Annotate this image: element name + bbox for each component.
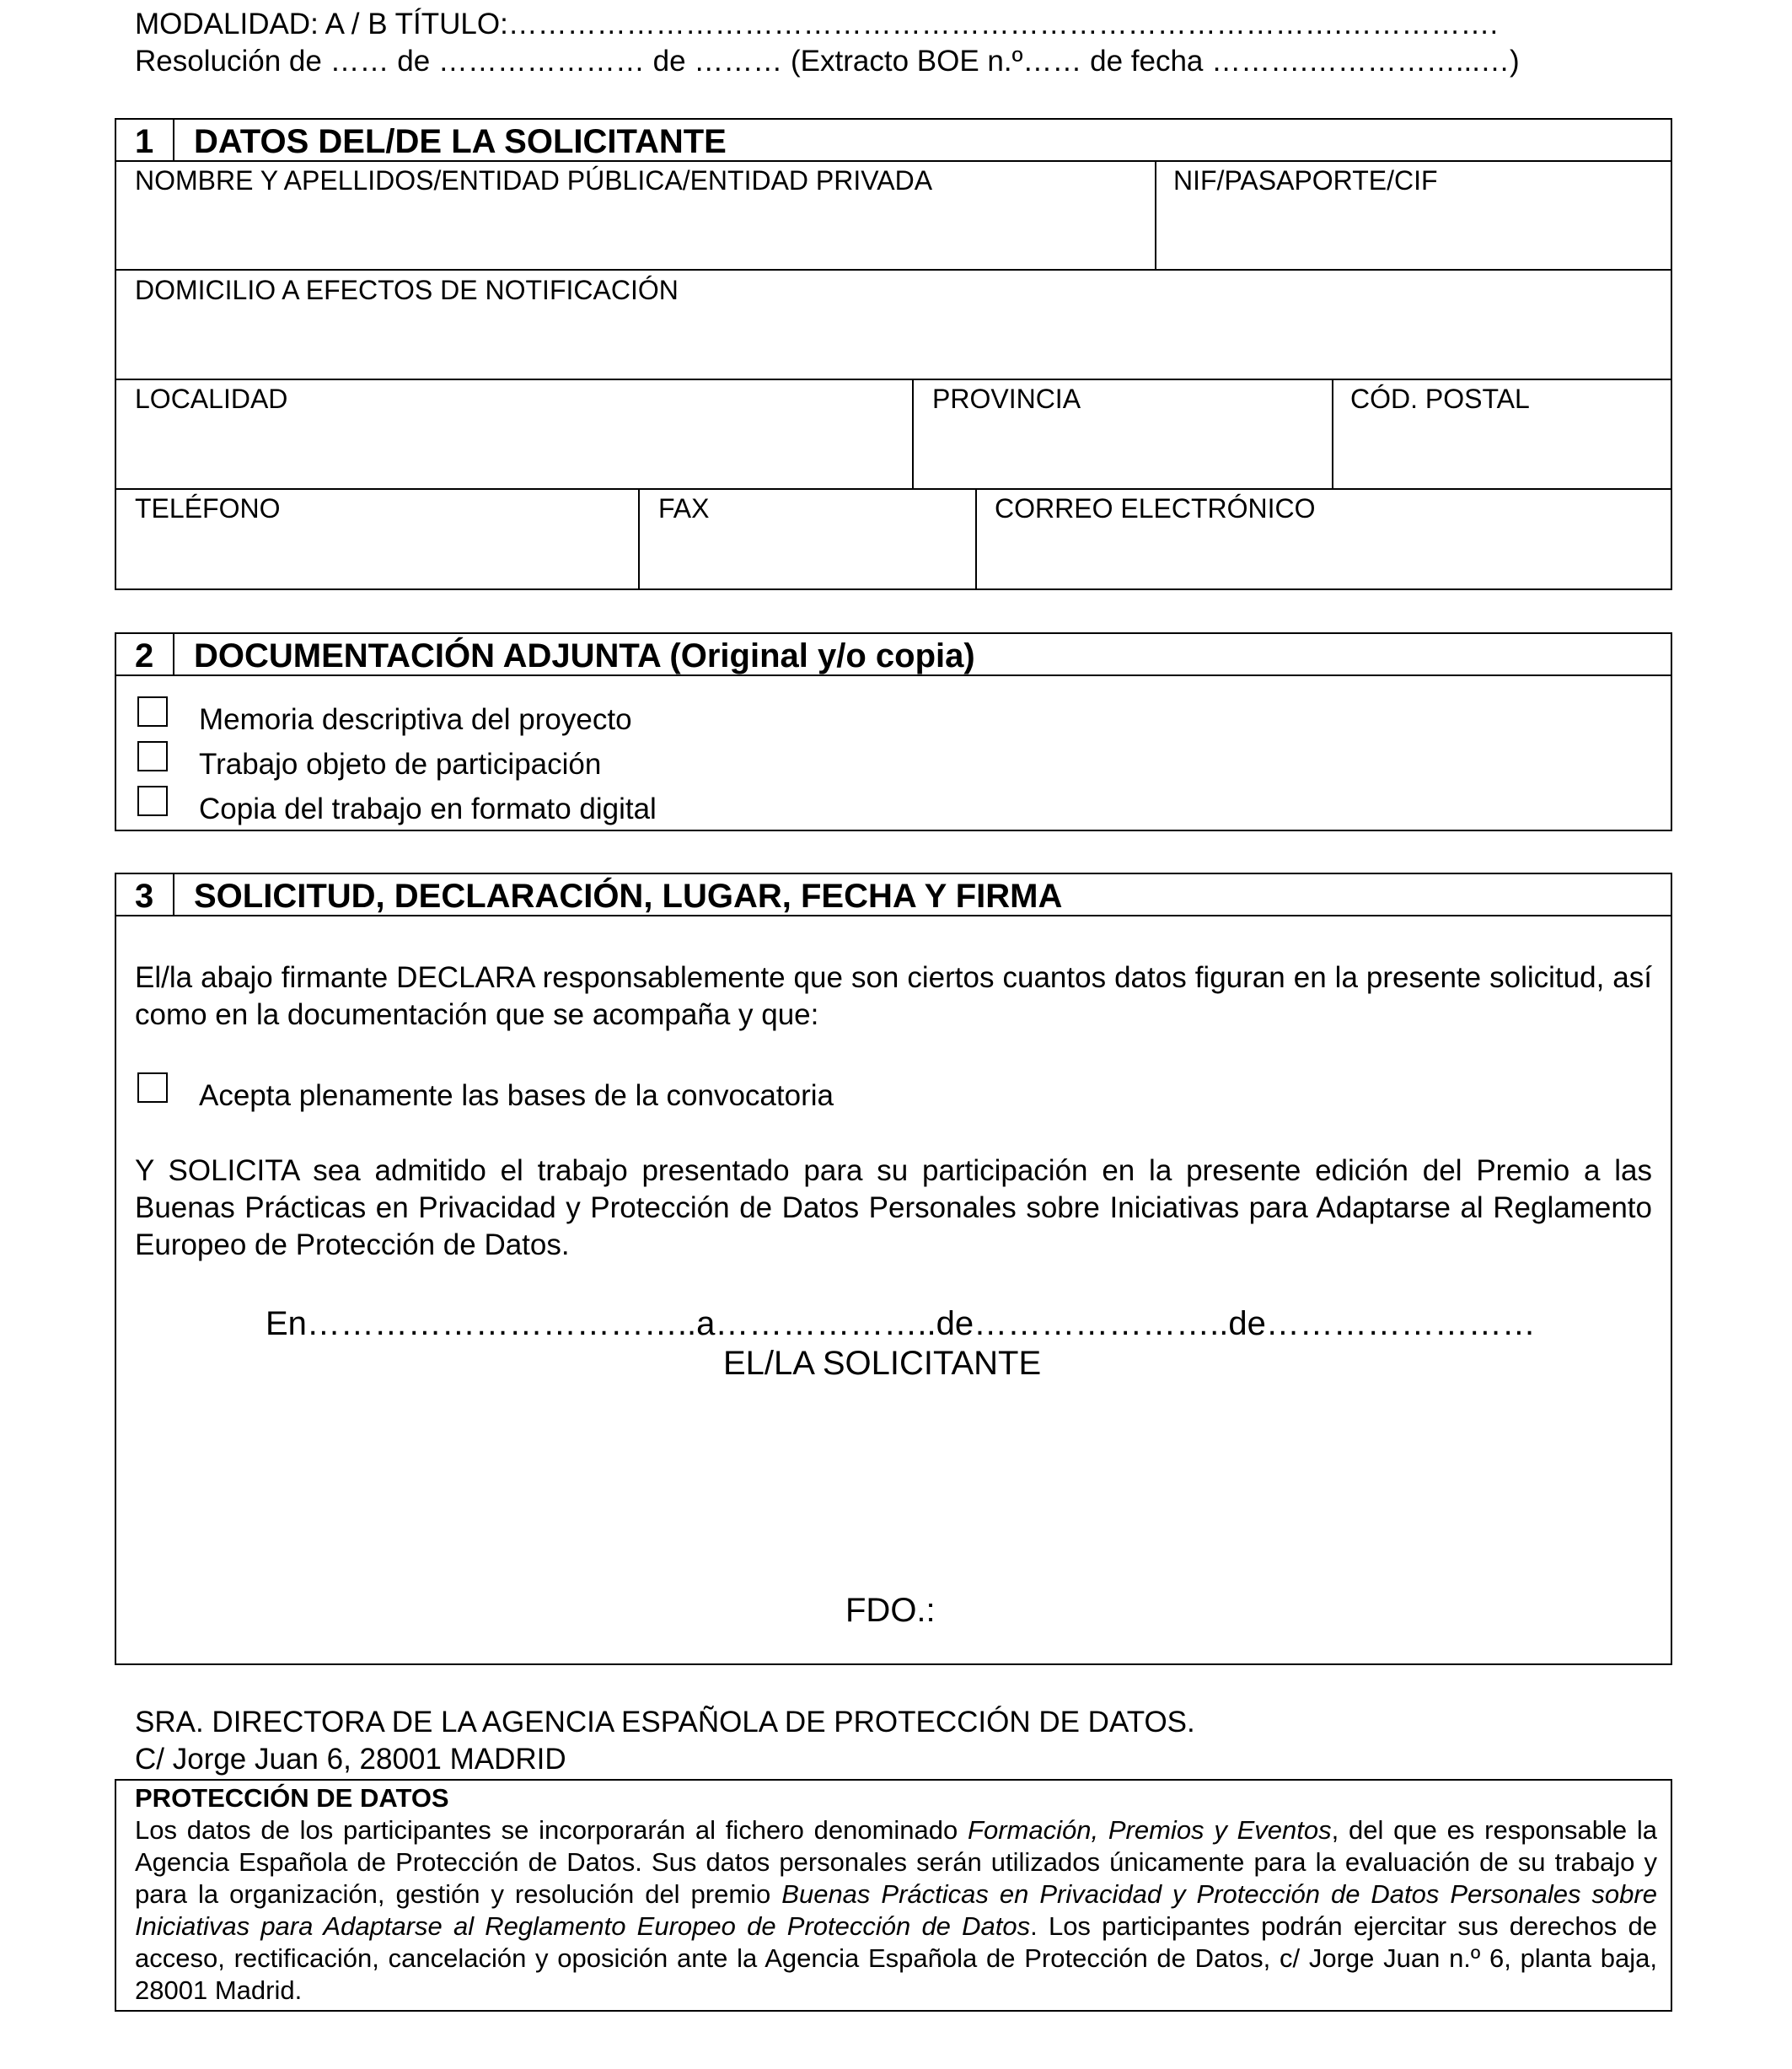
section-2-title: DOCUMENTACIÓN ADJUNTA (Original y/o copia) <box>194 637 975 674</box>
localidad-field[interactable] <box>118 415 909 486</box>
provincia-field-label: PROVINCIA <box>932 384 1081 414</box>
copia-digital-checkbox-label: Copia del trabajo en formato digital <box>199 793 657 825</box>
section-3-number: 3 <box>135 878 154 915</box>
copia-digital-checkbox[interactable] <box>137 786 168 816</box>
domicilio-field[interactable] <box>118 305 1669 376</box>
section-3-num-divider <box>173 873 174 916</box>
telefono-field[interactable] <box>118 524 635 587</box>
section-2-header-divider <box>115 674 1672 676</box>
row3-bottom <box>115 488 1672 490</box>
addressee-line-1: SRA. DIRECTORA DE LA AGENCIA ESPAÑOLA DE PROTECCIÓN DE DATOS. <box>135 1706 1195 1738</box>
request-text: Y SOLICITA sea admitido el trabajo presentado para su participación en la presente edición del Premio a las Buenas Prácticas en Privacidad y Protección de Datos Personales sobre Iniciativas para Adaptarse al Reglamento Europeo de Protección de Datos. <box>135 1154 1652 1261</box>
fax-field-label: FAX <box>658 493 710 524</box>
memoria-checkbox[interactable] <box>137 696 168 727</box>
nif-field[interactable] <box>1158 196 1669 266</box>
provincia-field[interactable] <box>915 415 1328 486</box>
cod-postal-field[interactable] <box>1335 415 1669 486</box>
section-1-number: 1 <box>135 123 154 160</box>
place-date-line: En……………………………..a………………..de…………………..de…………………… <box>266 1305 1536 1342</box>
dp-file-name: Formación, Premios y Eventos <box>968 1815 1332 1845</box>
data-protection-title: PROTECCIÓN DE DATOS <box>135 1783 449 1813</box>
nombre-field[interactable] <box>118 196 1153 266</box>
trabajo-checkbox[interactable] <box>137 741 168 771</box>
dp-text-1: Los datos de los participantes se incorporarán al fichero denominado <box>135 1815 968 1845</box>
row3-divider-a <box>912 379 914 488</box>
dp-text-3: . Los participantes podrán ejercitar sus derechos de acceso, rectificación, cancelación y oposición ante la Agencia Española de Protección de Datos, c/ Jorge Juan n.º 6, planta baja, 28001 Madrid. <box>135 1911 1657 2005</box>
row4-divider-a <box>638 488 640 590</box>
nif-field-label: NIF/PASAPORTE/CIF <box>1173 165 1438 196</box>
section-1-num-divider <box>173 118 174 162</box>
section-2-number: 2 <box>135 637 154 674</box>
row1-bottom <box>115 269 1672 271</box>
domicilio-field-label: DOMICILIO A EFECTOS DE NOTIFICACIÓN <box>135 275 679 305</box>
row2-bottom <box>115 379 1672 380</box>
cod-postal-field-label: CÓD. POSTAL <box>1350 384 1530 414</box>
correo-field-label: CORREO ELECTRÓNICO <box>995 493 1316 524</box>
section-3-title: SOLICITUD, DECLARACIÓN, LUGAR, FECHA Y FIRMA <box>194 878 1063 915</box>
resolucion-line: Resolución de …… de ………………… de ……… (Extracto BOE n.º…… de fecha ……….……………...…) <box>135 45 1520 78</box>
accept-bases-checkbox[interactable] <box>137 1072 168 1103</box>
addressee-line-2: C/ Jorge Juan 6, 28001 MADRID <box>135 1743 566 1776</box>
section-1-header-divider <box>115 160 1672 162</box>
section-2-num-divider <box>173 632 174 676</box>
fax-field[interactable] <box>641 524 972 587</box>
row3-divider-b <box>1332 379 1333 488</box>
signature-fdo: FDO.: <box>845 1592 936 1629</box>
section-1-title: DATOS DEL/DE LA SOLICITANTE <box>194 123 727 160</box>
row1-divider <box>1155 160 1156 270</box>
section-3-header-divider <box>115 915 1672 916</box>
data-protection-text <box>135 1814 1657 2007</box>
dp-text-2: , del que es responsable la Agencia Española de Protección de Datos. Sus datos personales serán utilizados únicamente para la evaluación de su trabajo y para la organización, gestión y resolución del premio <box>135 1815 1657 1909</box>
declaration-text: El/la abajo firmante DECLARA responsablemente que son ciertos cuantos datos figuran en la presente solicitud, así como en la documentación que se acompaña y que: <box>135 961 1652 1031</box>
trabajo-checkbox-label: Trabajo objeto de participación <box>199 748 602 781</box>
modalidad-title-line: MODALIDAD: A / B TÍTULO:………………………………………………………………………….……………. <box>135 8 1499 40</box>
signer-label: EL/LA SOLICITANTE <box>723 1345 1042 1382</box>
signature-area[interactable] <box>253 1391 1517 1585</box>
telefono-field-label: TELÉFONO <box>135 493 281 524</box>
localidad-field-label: LOCALIDAD <box>135 384 288 414</box>
dp-prize-name: Buenas Prácticas en Privacidad y Protección de Datos Personales sobre Iniciativas para Adaptarse al Reglamento Europeo de Protección de Datos <box>135 1879 1657 1941</box>
correo-field[interactable] <box>979 524 1669 587</box>
nombre-field-label: NOMBRE Y APELLIDOS/ENTIDAD PÚBLICA/ENTIDAD PRIVADA <box>135 165 933 196</box>
accept-bases-label: Acepta plenamente las bases de la convocatoria <box>199 1079 834 1112</box>
row4-divider-b <box>975 488 977 590</box>
memoria-checkbox-label: Memoria descriptiva del proyecto <box>199 703 632 736</box>
